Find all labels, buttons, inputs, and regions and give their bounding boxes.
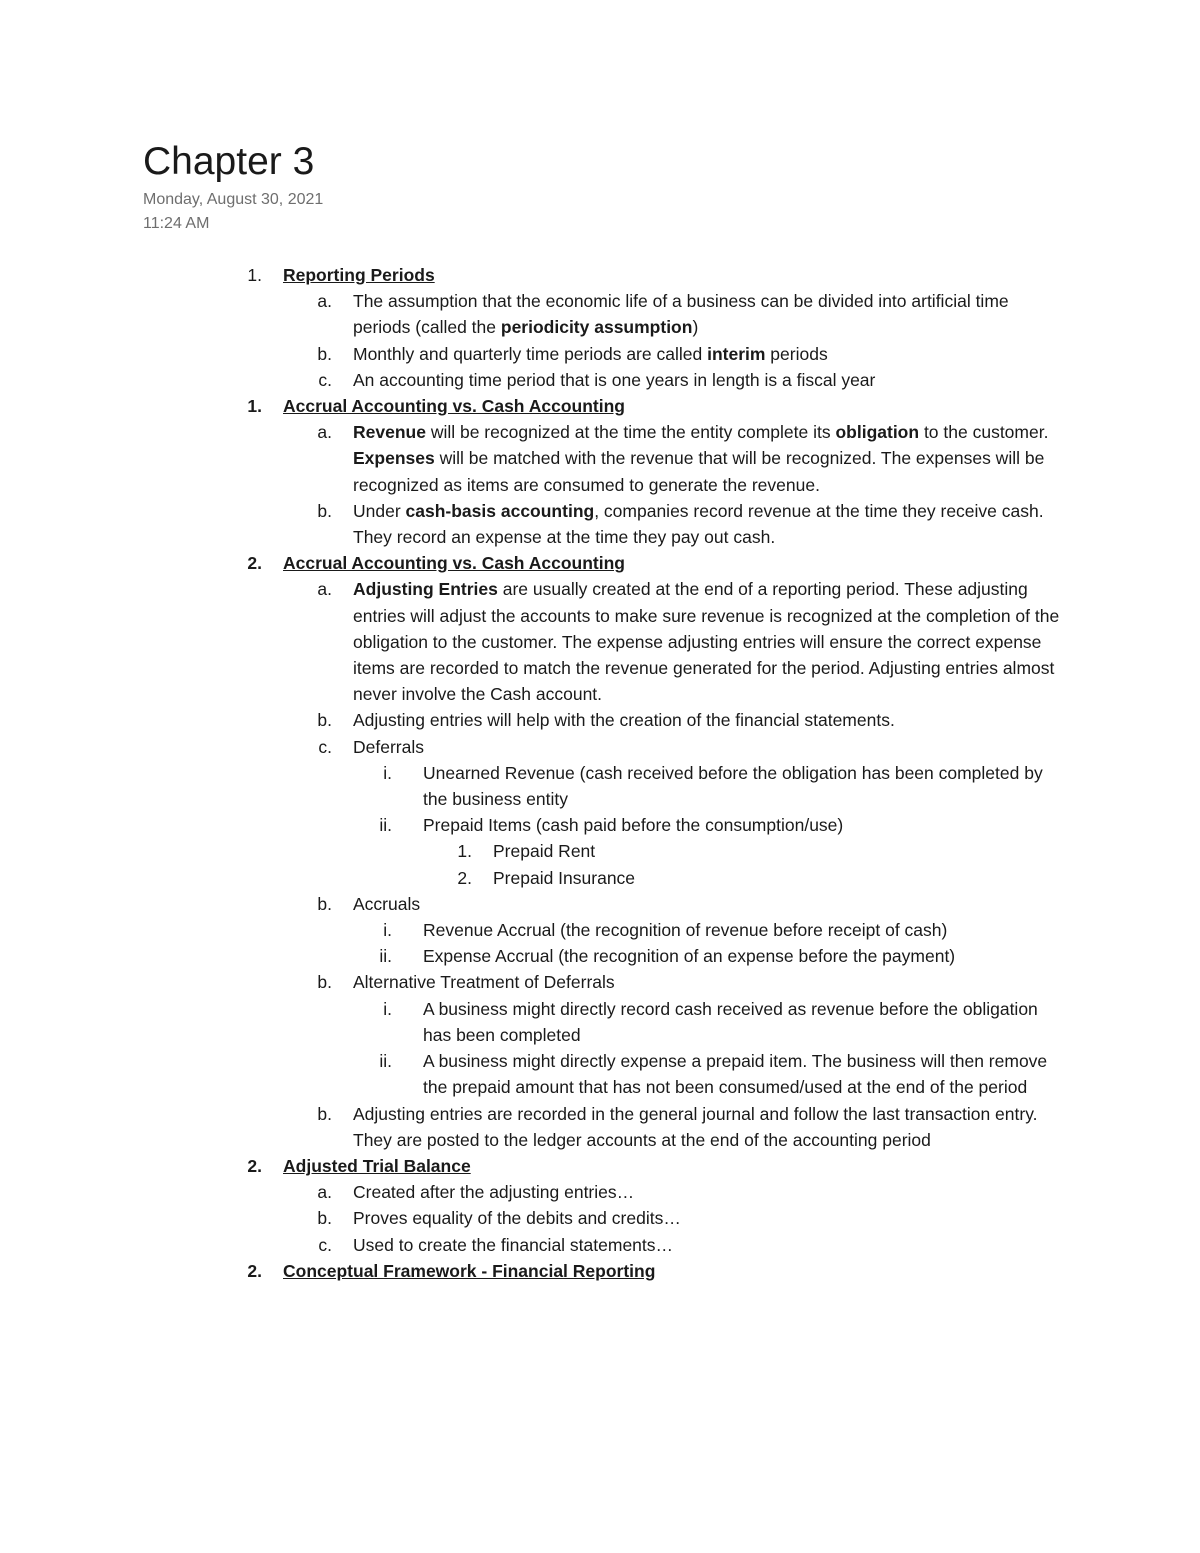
list-marker: b.	[317, 1103, 332, 1124]
list-marker: a.	[317, 579, 332, 600]
item-text	[423, 943, 1063, 969]
outline-item	[0, 1232, 1200, 1258]
text-run: Prepaid Insurance	[493, 867, 636, 888]
text-run: Reporting Periods	[283, 265, 435, 285]
outline-heading	[0, 1258, 1200, 1284]
bold-term: obligation	[835, 422, 920, 443]
bold-term: Expenses	[353, 448, 435, 469]
item-text	[353, 707, 1063, 733]
item-text	[423, 812, 1063, 838]
outline-heading	[0, 262, 1200, 288]
list-marker: b.	[317, 1208, 332, 1229]
outline-item	[0, 760, 1200, 812]
text-run: Created after the adjusting entries…	[353, 1182, 635, 1203]
text-run: are usually created at the end of a reporting period. These adjusting entries will adjust the accounts to make sure revenue is recognized at the completion of the obligation to the customer. The expense adjusting entries will ensure the correct expense items are recorded to match the revenue generated for the period. Adjusting entries almost never involve the Cash account.	[353, 579, 1060, 705]
outline-item	[0, 498, 1200, 550]
list-marker: b.	[317, 343, 332, 364]
list-marker: b.	[317, 893, 332, 914]
section-heading-text	[283, 262, 1063, 288]
list-marker: i.	[383, 920, 392, 941]
list-marker: i.	[383, 998, 392, 1019]
list-marker: b.	[317, 972, 332, 993]
outline-item	[0, 969, 1200, 995]
text-run: Deferrals	[353, 736, 424, 757]
list-marker: ii.	[379, 1051, 392, 1072]
list-marker: a.	[317, 1182, 332, 1203]
bold-term: interim	[707, 343, 766, 364]
outline-item	[0, 288, 1200, 340]
bold-term: cash-basis accounting	[405, 500, 595, 521]
item-text	[493, 838, 1063, 864]
list-marker: b.	[317, 500, 332, 521]
outline-item	[0, 367, 1200, 393]
list-marker: 1.	[457, 841, 472, 862]
item-text	[353, 891, 1063, 917]
outline-item	[0, 812, 1200, 838]
item-text	[353, 288, 1063, 340]
item-text	[353, 1179, 1063, 1205]
item-text	[353, 341, 1063, 367]
text-run: An accounting time period that is one years in length is a fiscal year	[353, 369, 876, 390]
item-text	[353, 1101, 1063, 1153]
bold-term: Adjusting Entries	[353, 579, 498, 600]
item-text	[423, 1048, 1063, 1100]
list-marker: 2.	[247, 1260, 262, 1281]
outline-item	[0, 734, 1200, 760]
page-title: Chapter 3	[143, 140, 315, 183]
text-run: Under	[353, 500, 406, 521]
list-marker: 2.	[247, 1155, 262, 1176]
text-run: periods	[765, 343, 828, 364]
text-run: Prepaid Items (cash paid before the consumption/use)	[423, 815, 844, 836]
outline-item	[0, 419, 1200, 498]
item-text	[353, 734, 1063, 760]
list-marker: a.	[317, 422, 332, 443]
list-marker: b.	[317, 710, 332, 731]
text-run: Accruals	[353, 893, 421, 914]
text-run: Adjusting entries are recorded in the general journal and follow the last transaction entry. They are posted to the ledger accounts at the end of the accounting period	[353, 1103, 1038, 1150]
section-heading-text	[283, 1153, 1063, 1179]
outline-heading	[0, 550, 1200, 576]
list-marker: ii.	[379, 946, 392, 967]
list-marker: ii.	[379, 815, 392, 836]
item-text	[353, 367, 1063, 393]
section-heading-text	[283, 1258, 1063, 1284]
outline-item	[0, 865, 1200, 891]
text-run: will be recognized at the time the entity complete its	[425, 422, 836, 443]
text-run: Accrual Accounting vs. Cash Accounting	[283, 396, 625, 417]
text-run: Adjusting entries will help with the creation of the financial statements.	[353, 710, 895, 731]
section-heading-text	[283, 550, 1063, 576]
item-text	[353, 498, 1063, 550]
text-run: A business might directly record cash received as revenue before the obligation has been completed	[423, 998, 1038, 1045]
outline-item	[0, 707, 1200, 733]
text-run: Revenue Accrual (the recognition of revenue before receipt of cash)	[423, 920, 948, 941]
list-marker: 2.	[247, 553, 262, 574]
text-run: Accrual Accounting vs. Cash Accounting	[283, 553, 625, 574]
outline-item	[0, 341, 1200, 367]
text-run: A business might directly expense a prepaid item. The business will then remove the prepaid amount that has not been consumed/used at the end of the period	[423, 1051, 1048, 1098]
item-text	[353, 1205, 1063, 1231]
item-text	[423, 917, 1063, 943]
outline-heading	[0, 1153, 1200, 1179]
outline-item	[0, 838, 1200, 864]
outline-item	[0, 576, 1200, 707]
list-marker: c.	[318, 1234, 332, 1255]
outline-item	[0, 996, 1200, 1048]
text-run: Used to create the financial statements…	[353, 1234, 674, 1255]
list-marker: a.	[317, 291, 332, 312]
section-heading-text	[283, 393, 1063, 419]
item-text	[493, 865, 1063, 891]
outline-item	[0, 917, 1200, 943]
text-run: , companies record revenue at the time they receive cash. They record an expense at the time they pay out cash.	[353, 500, 1044, 548]
list-marker: c.	[318, 369, 332, 390]
text-run: Monthly and quarterly time periods are called	[353, 343, 708, 364]
list-marker: 2.	[457, 867, 472, 888]
item-text	[353, 576, 1063, 707]
text-run: Alternative Treatment of Deferrals	[353, 972, 615, 993]
text-run: Conceptual Framework - Financial Reporting	[283, 1260, 656, 1281]
outline-item	[0, 1101, 1200, 1153]
item-text	[423, 996, 1063, 1048]
outline-heading	[0, 393, 1200, 419]
text-run: Prepaid Rent	[493, 841, 596, 862]
list-marker: c.	[318, 736, 332, 757]
note-date: Monday, August 30, 2021	[143, 191, 324, 208]
text-run: Expense Accrual (the recognition of an expense before the payment)	[423, 946, 956, 967]
list-marker: i.	[383, 762, 392, 783]
text-run: will be matched with the revenue that will be recognized. The expenses will be recognized as items are consumed to generate the revenue.	[353, 448, 1045, 495]
item-text	[353, 1232, 1063, 1258]
text-run: Adjusted Trial Balance	[283, 1155, 471, 1176]
outline-item	[0, 1205, 1200, 1231]
bold-term: Revenue	[353, 422, 426, 443]
outline-item	[0, 891, 1200, 917]
outline-item	[0, 1179, 1200, 1205]
bold-term: periodicity assumption	[500, 317, 693, 338]
item-text	[353, 419, 1063, 498]
note-time: 11:24 AM	[143, 215, 210, 232]
list-marker: 1.	[247, 396, 262, 417]
item-text	[423, 760, 1063, 812]
note-outline	[0, 262, 1200, 1284]
text-run: Unearned Revenue (cash received before the obligation has been completed by the business entity	[423, 762, 1043, 810]
text-run: to the customer.	[919, 422, 1049, 443]
text-run: Proves equality of the debits and credits…	[353, 1208, 681, 1229]
outline-item	[0, 1048, 1200, 1100]
text-run: )	[692, 317, 699, 338]
text-run: The assumption that the economic life of a business can be divided into artificial time periods (called the	[353, 291, 1009, 338]
item-text	[353, 969, 1063, 995]
outline-item	[0, 943, 1200, 969]
list-marker: 1.	[247, 265, 262, 285]
